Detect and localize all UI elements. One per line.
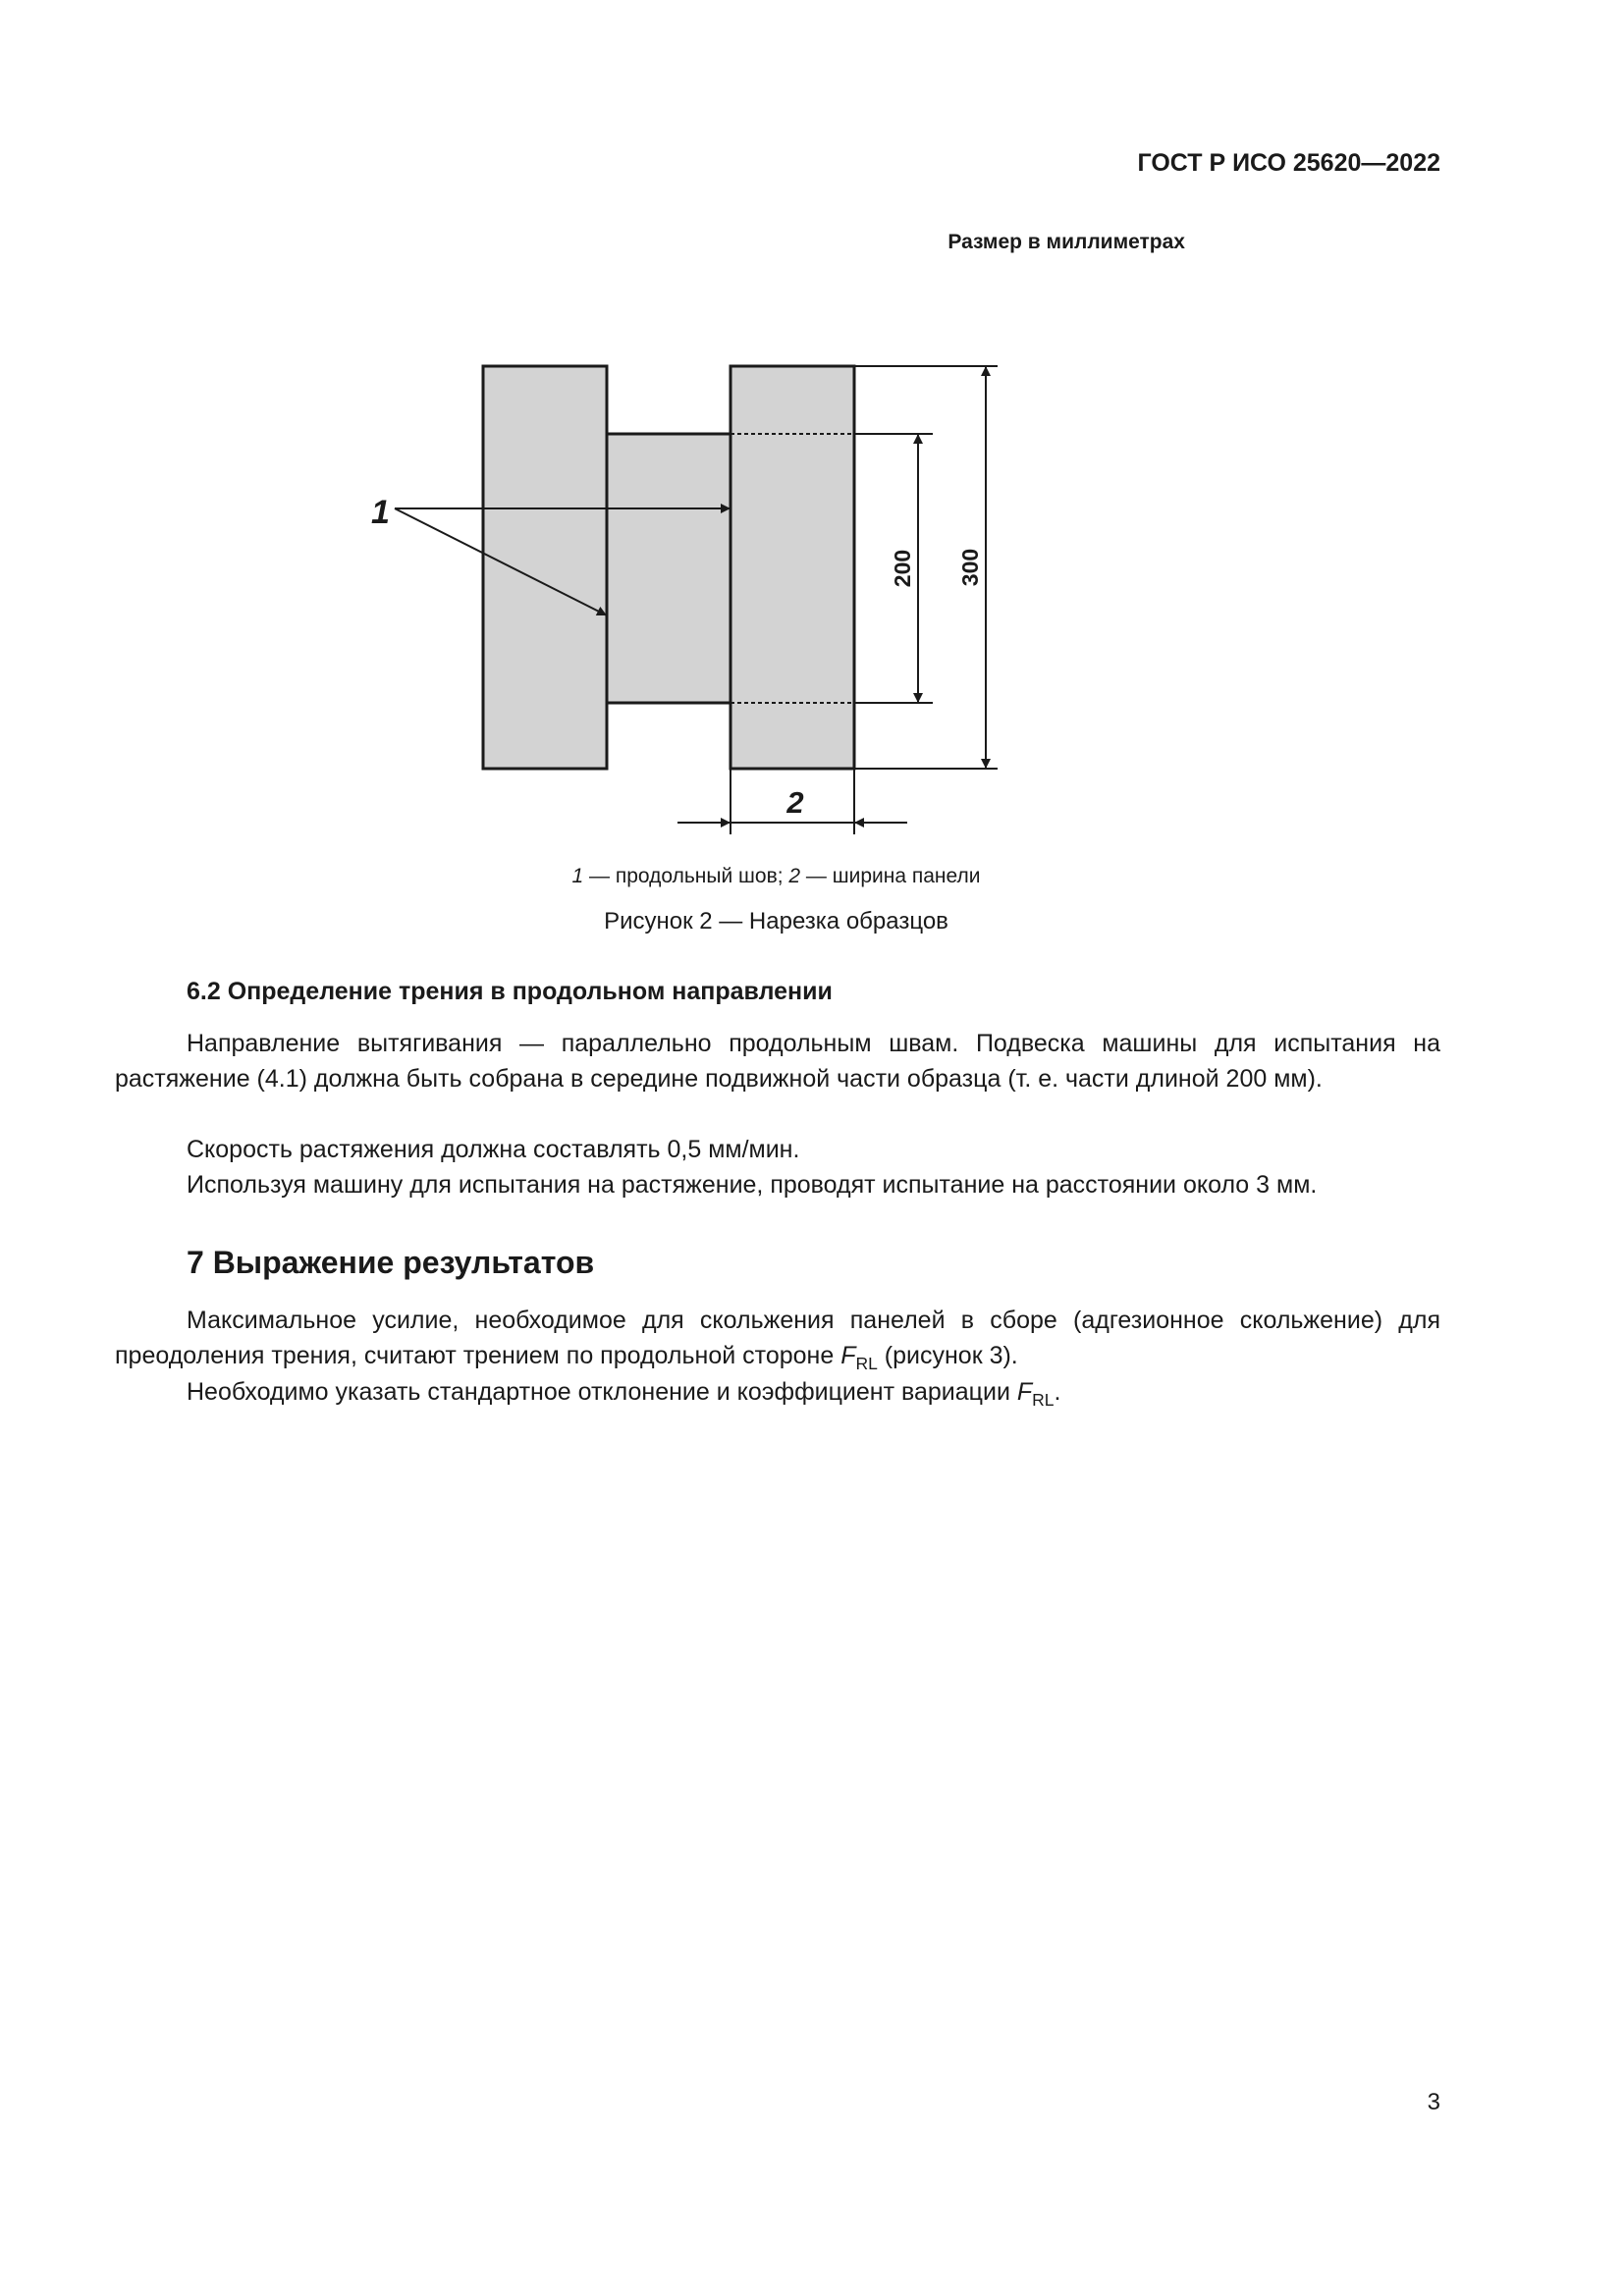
left-panel: [483, 366, 607, 769]
frl-subscript: RL: [855, 1354, 878, 1374]
figure-caption: Рисунок 2 — Нарезка образцов: [604, 908, 948, 934]
right-panel: [731, 366, 854, 769]
section-7-paragraph-1: [115, 1303, 1440, 1381]
frl-symbol: F: [840, 1342, 856, 1369]
document-header: ГОСТ Р ИСО 25620—2022: [1137, 149, 1440, 177]
legend-item-1-text: — продольный шов;: [583, 865, 789, 887]
middle-panel: [607, 434, 731, 703]
frl-subscript-2: RL: [1032, 1390, 1055, 1411]
figure-2-diagram: [0, 0, 1624, 864]
section-6-2-paragraph-2: Скорость растяжения должна составлять 0,5 мм/мин.: [187, 1136, 800, 1163]
section-7-paragraph-1-text: Максимальное усилие, необходимое для скольжения панелей в сборе (адгезионное скольжение) для преодоления трения, считают трением по продольной стороне: [115, 1307, 1440, 1369]
panel-width-label: 2: [786, 785, 804, 820]
page-number: 3: [1427, 2089, 1440, 2115]
section-7-paragraph-2-tail: .: [1054, 1378, 1061, 1406]
dimension-label-200: 200: [890, 549, 915, 588]
seam-label: 1: [371, 494, 390, 531]
section-7-paragraph-2: [115, 1374, 1440, 1417]
legend-item-1-number: 1: [571, 865, 584, 887]
section-7-paragraph-2-text: Необходимо указать стандартное отклонение и коэффициент вариации: [187, 1378, 1017, 1406]
legend-item-2-number: 2: [788, 865, 801, 887]
figure-legend: [0, 865, 1552, 888]
section-6-2-paragraph-3: Используя машину для испытания на растяжение, проводят испытание на расстоянии около 3 мм.: [187, 1171, 1318, 1199]
section-6-2-heading: 6.2 Определение трения в продольном направлении: [187, 978, 833, 1005]
section-7-heading: 7 Выражение результатов: [187, 1245, 595, 1280]
frl-symbol-2: F: [1016, 1378, 1033, 1406]
units-note: Размер в миллиметрах: [947, 231, 1185, 253]
section-6-2-paragraph-1: Направление вытягивания — параллельно продольным швам. Подвеска машины для испытания на растяжение (4.1) должна быть собрана в середине подвижной части образца (т. е. части длиной 200 мм).: [115, 1030, 1440, 1093]
dimension-label-300: 300: [957, 548, 983, 587]
section-7-paragraph-1-tail: (рисунок 3).: [877, 1342, 1018, 1369]
legend-item-2-text: — ширина панели: [800, 865, 981, 887]
